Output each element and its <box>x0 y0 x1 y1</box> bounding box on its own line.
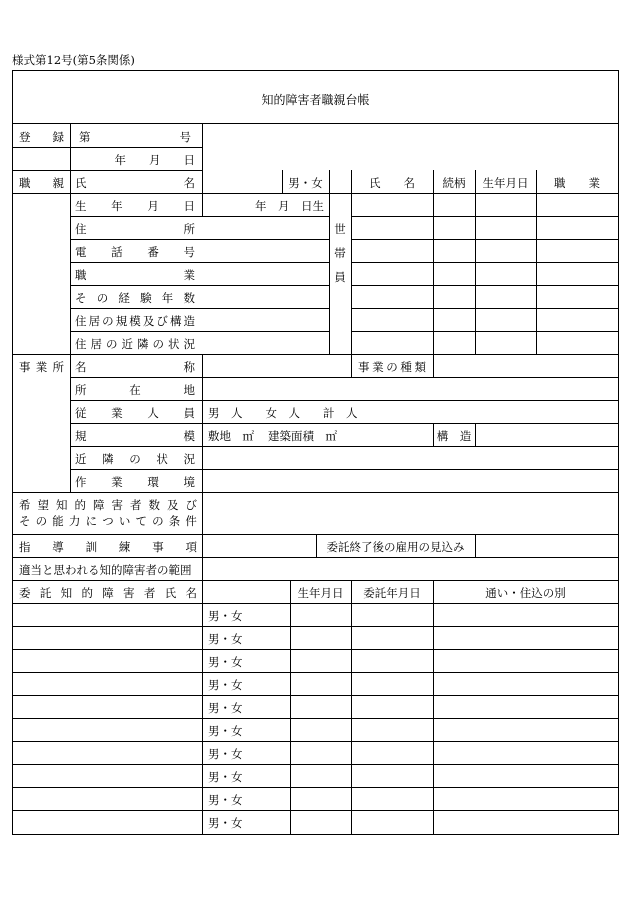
registry-form <box>12 70 619 835</box>
entrusted-gender: 男・女 <box>208 655 243 669</box>
business-structure-label: 構 造 <box>436 429 472 443</box>
business-name-label: 名 称 <box>75 360 195 374</box>
business-type-label: 事 業 の 種 類 <box>358 360 426 374</box>
business-building-area: 建築面積 ㎡ <box>268 429 337 443</box>
shokuoya-gender: 男・女 <box>288 176 323 190</box>
household-header-birth: 生年月日 <box>482 176 529 190</box>
entrusted-gender: 男・女 <box>208 770 243 784</box>
business-employees-value: 男 人 女 人 計 人 <box>208 406 358 420</box>
shokuoya-phone-label: 電 話 番 号 <box>75 245 195 259</box>
entrusted-gender: 男・女 <box>208 609 243 623</box>
entrusted-header-commute: 通い・住込の別 <box>485 586 566 600</box>
shokuoya-experience-label: そ の 経 験 年 数 <box>75 291 195 305</box>
shokuoya-neighborhood-label: 住 居 の 近 隣 の 状 況 <box>75 337 195 351</box>
business-site-area: 敷地 ㎡ <box>208 429 254 443</box>
scope-label: 適当と思われる知的障害者の範囲 <box>19 563 192 577</box>
registration-number: 第 号 <box>79 130 191 144</box>
post-employment-label: 委託終了後の雇用の見込み <box>326 540 465 554</box>
registration-label: 登 録 <box>19 130 64 144</box>
shokuoya-label: 職 親 <box>19 176 64 190</box>
form-number: 様式第12号(第5条関係) <box>12 53 135 67</box>
business-location-label: 所 在 地 <box>75 383 195 397</box>
entrusted-gender: 男・女 <box>208 632 243 646</box>
business-label: 事 業 所 <box>19 360 64 374</box>
entrusted-gender: 男・女 <box>208 793 243 807</box>
entrusted-gender: 男・女 <box>208 816 243 830</box>
shokuoya-address-label: 住 所 <box>75 222 195 236</box>
training-label: 指 導 訓 練 事 項 <box>19 540 197 554</box>
entrusted-gender: 男・女 <box>208 701 243 715</box>
shokuoya-name-label: 氏 名 <box>75 176 195 190</box>
entrusted-header-date: 委託年月日 <box>363 586 421 600</box>
registration-date: 年 月 日 <box>114 153 195 167</box>
business-scale-label: 規 模 <box>75 429 195 443</box>
entrusted-gender: 男・女 <box>208 747 243 761</box>
form-title: 知的障害者職親台帳 <box>261 93 370 107</box>
entrusted-header-birth: 生年月日 <box>297 586 344 600</box>
business-employees-label: 従 業 人 員 <box>75 406 195 420</box>
business-work-env-label: 作 業 環 境 <box>75 475 195 489</box>
conditions-line1: 希 望 知 的 障 害 者 数 及 び <box>19 498 197 512</box>
household-header-occupation: 職 業 <box>554 176 600 190</box>
shokuoya-birth-value: 年 月 日生 <box>255 199 324 213</box>
shokuoya-birth-label: 生 年 月 日 <box>75 199 195 213</box>
household-header-relation: 続柄 <box>442 176 466 190</box>
business-neighborhood-label: 近 隣 の 状 況 <box>75 452 195 466</box>
entrusted-gender: 男・女 <box>208 678 243 692</box>
shokuoya-housing-label: 住 居 の 規 模 及 び 構 造 <box>75 314 195 328</box>
entrusted-header-name: 委 託 知 的 障 害 者 氏 名 <box>19 586 197 600</box>
shokuoya-occupation-label: 職 業 <box>75 268 195 282</box>
entrusted-gender: 男・女 <box>208 724 243 738</box>
household-header-name: 氏 名 <box>369 176 415 190</box>
household-label: 世 帯 員 <box>334 222 346 284</box>
conditions-line2: そ の 能 力 に つ い て の 条 件 <box>19 514 197 528</box>
